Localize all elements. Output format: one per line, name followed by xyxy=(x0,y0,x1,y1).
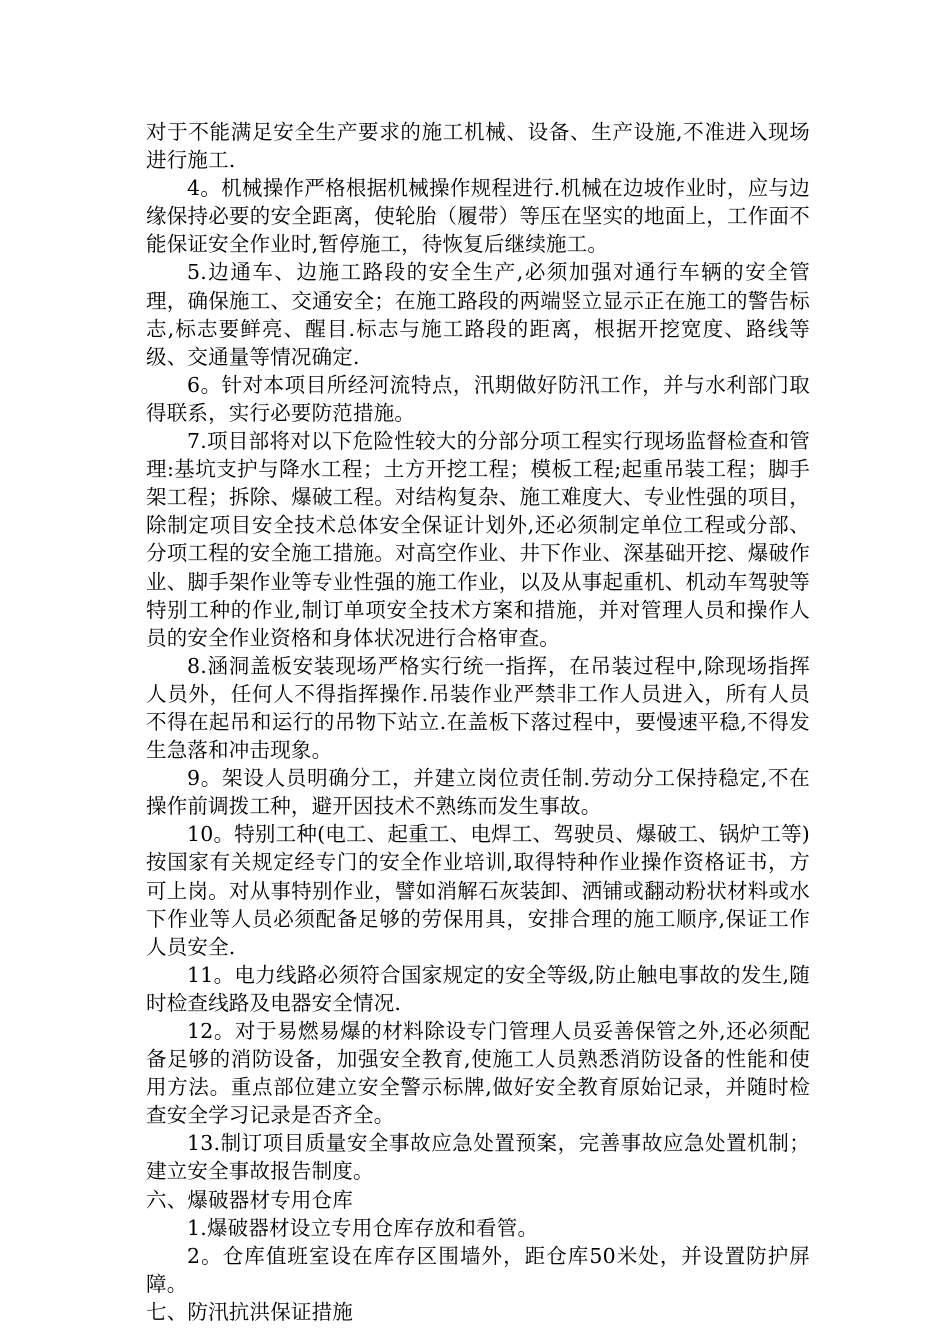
paragraph-item-13: 13.制订项目质量安全事故应急处置预案，完善事故应急处置机制；建立安全事故报告制度。 xyxy=(146,1131,810,1184)
paragraph-item-8: 8.涵洞盖板安装现场严格实行统一指挥，在吊装过程中,除现场指挥人员外，任何人不得指挥操作.吊装作业严禁非工作人员进入，所有人员不得在起吊和运行的吊物下站立.在盖板下落过程中，要慢速平稳,不得发生急落和冲击现象。 xyxy=(146,653,810,763)
section-heading-7: 七、防汛抗洪保证措施 xyxy=(146,1299,353,1324)
paragraph-item-9: 9。架设人员明确分工，并建立岗位责任制.劳动分工保持稳定,不在操作前调拨工种，避开因技术不熟练而发生事故。 xyxy=(146,766,810,819)
section-heading-6: 六、爆破器材专用仓库 xyxy=(146,1187,353,1212)
paragraph-continuation: 对于不能满足安全生产要求的施工机械、设备、生产设施,不准进入现场进行施工. xyxy=(146,120,810,173)
document-page xyxy=(146,118,810,1326)
paragraph-item-7: 7.项目部将对以下危险性较大的分部分项工程实行现场监督检查和管理:基坑支护与降水工程；土方开挖工程；模板工程;起重吊装工程；脚手架工程；拆除、爆破工程。对结构复杂、施工难度大、专业性强的项目，除制定项目安全技术总体安全保证计划外,还必须制定单位工程或分部、分项工程的安全施工措施。对高空作业、井下作业、深基础开挖、爆破作业、脚手架作业等专业性强的施工作业，以及从事起重机、机动车驾驶等特别工种的作业,制订单项安全技术方案和措施，并对管理人员和操作人员的安全作业资格和身体状况进行合格审查。 xyxy=(146,429,810,650)
paragraph-section6-item-2: 2。仓库值班室设在库存区围墙外，距仓库50米处，并设置防护屏障。 xyxy=(146,1243,810,1296)
paragraph-item-4: 4。机械操作严格根据机械操作规程进行.机械在边坡作业时，应与边缘保持必要的安全距离，使轮胎（履带）等压在坚实的地面上，工作面不能保证安全作业时,暂停施工，待恢复后继续施工。 xyxy=(146,176,810,257)
paragraph-item-12: 12。对于易燃易爆的材料除设专门管理人员妥善保管之外,还必须配备足够的消防设备，加强安全教育,使施工人员熟悉消防设备的性能和使用方法。重点部位建立安全警示标牌,做好安全教育原始记录，并随时检查安全学习记录是否齐全。 xyxy=(146,1019,810,1128)
paragraph-item-5: 5.边通车、边施工路段的安全生产,必须加强对通行车辆的安全管理，确保施工、交通安全；在施工路段的两端竖立显示正在施工的警告标志,标志要鲜亮、醒目.标志与施工路段的距离，根据开挖宽度、路线等级、交通量等情况确定. xyxy=(146,260,810,369)
paragraph-item-6: 6。针对本项目所经河流特点，汛期做好防汛工作，并与水利部门取得联系，实行必要防范措施。 xyxy=(146,372,810,425)
paragraph-item-11: 11。电力线路必须符合国家规定的安全等级,防止触电事故的发生,随时检查线路及电器安全情况. xyxy=(146,962,810,1015)
paragraph-section6-item-1: 1.爆破器材设立专用仓库存放和看管。 xyxy=(187,1215,539,1240)
paragraph-item-10: 10。特别工种(电工、起重工、电焊工、驾驶员、爆破工、锅炉工等)按国家有关规定经专门的安全作业培训,取得特种作业操作资格证书，方可上岗。对从事特别作业，譬如消解石灰装卸、洒铺或翻动粉状材料或水下作业等人员必须配备足够的劳保用具，安排合理的施工顺序,保证工作人员安全. xyxy=(146,822,810,959)
